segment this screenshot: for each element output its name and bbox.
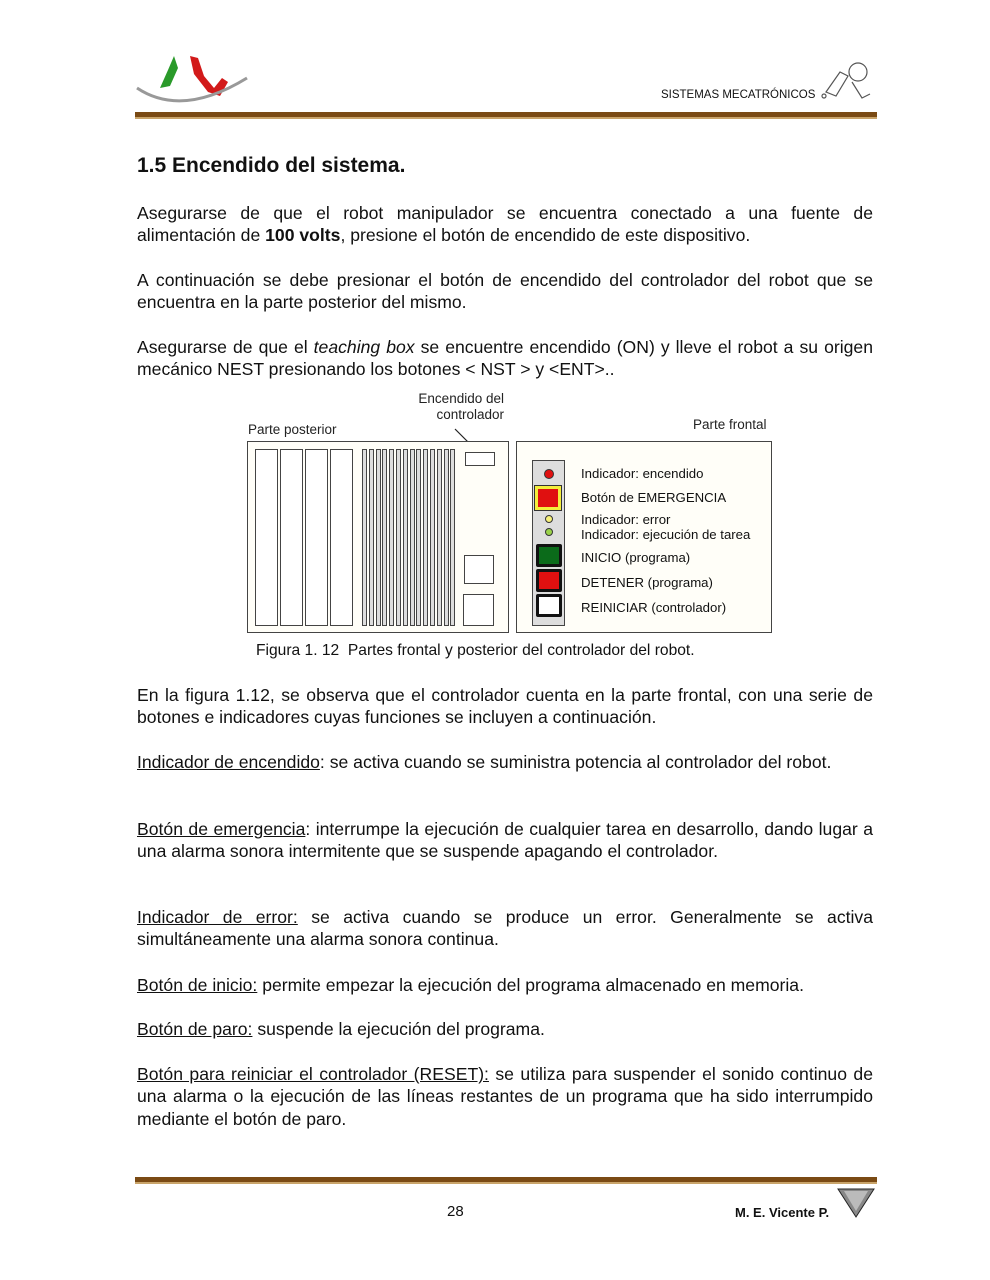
vent-slot <box>410 449 415 626</box>
section-heading: 1.5 Encendido del sistema. <box>137 154 406 177</box>
task-led <box>545 528 553 536</box>
connector <box>463 594 494 626</box>
rear-panel <box>247 441 509 633</box>
text: Asegurarse de que el <box>137 337 314 357</box>
header-rule <box>135 112 877 119</box>
term: Indicador de encendido <box>137 752 320 772</box>
paragraph: A continuación se debe presionar el botón de encendido del controlador del robot que se encuentra en la parte posterior del mismo. <box>137 270 873 313</box>
paragraph <box>137 202 873 247</box>
vent-slot <box>450 449 455 626</box>
institution-logo <box>132 48 250 108</box>
item-label: Indicador: ejecución de tarea <box>581 527 751 542</box>
paragraph: En la figura 1.12, se observa que el controlador cuenta en la parte frontal, con una serie de botones e indicadores cuyas funciones se incluyen a continuación. <box>137 685 873 728</box>
vent-slot <box>403 449 408 626</box>
item-label: REINICIAR (controlador) <box>581 600 727 615</box>
term: Botón para reiniciar el controlador (RESET): <box>137 1064 489 1084</box>
vent-slot <box>423 449 428 626</box>
term: Botón de inicio: <box>137 975 258 995</box>
header-title: SISTEMAS MECATRÓNICOS <box>661 89 816 101</box>
text: permite empezar la ejecución del programa almacenado en memoria. <box>257 975 804 995</box>
error-led <box>545 515 553 523</box>
vent-slot <box>382 449 387 626</box>
page-number: 28 <box>447 1203 464 1220</box>
item-label: INICIO (programa) <box>581 550 691 565</box>
footer-rule <box>135 1177 877 1184</box>
term: teaching box <box>313 337 415 357</box>
author-logo-icon <box>836 1187 876 1224</box>
start-button <box>536 544 562 567</box>
emergency-button <box>535 486 561 510</box>
reset-button <box>536 594 562 617</box>
power-switch <box>465 452 495 466</box>
definition <box>137 818 873 863</box>
text: se encuentre encendido (ON) y lleve el robot a su origen mecánico NEST presionando los botones < NST > y <ENT>.. <box>137 337 873 380</box>
vent-slot <box>416 449 421 626</box>
label-rear: Parte posterior <box>248 422 337 437</box>
item-label: Botón de EMERGENCIA <box>581 490 727 505</box>
vent-slot <box>444 449 449 626</box>
term: Botón de paro: <box>137 1019 253 1039</box>
text: : interrumpe la ejecución de cualquier tarea en desarrollo, dando lugar a una alarma sonora intermitente que se suspende apagando el controlador. <box>137 819 873 862</box>
term: Botón de emergencia <box>137 819 306 839</box>
definition <box>137 751 873 773</box>
stop-button <box>536 569 562 592</box>
paragraph <box>137 336 873 381</box>
text: suspende la ejecución del programa. <box>252 1019 545 1039</box>
label-front: Parte frontal <box>693 417 767 432</box>
text: Asegurarse de que el robot manipulador se encuentra conectado a una fuente de alimentación de <box>137 203 873 246</box>
author: M. E. Vicente P. <box>735 1205 830 1220</box>
item-label: Indicador: encendido <box>581 466 704 481</box>
text: se activa cuando se produce un error. Generalmente se activa simultáneamente una alarma sonora continua. <box>137 907 873 950</box>
robot-arm-icon <box>818 58 876 100</box>
vent-slot <box>437 449 442 626</box>
power-led <box>544 469 554 479</box>
connector <box>464 555 494 584</box>
vent-slot <box>376 449 381 626</box>
front-panel <box>516 441 772 633</box>
vent-slot <box>362 449 367 626</box>
text: se utiliza para suspender el sonido continuo de una alarma o la ejecución de las líneas restantes de un programa que ha sido interrumpido mediante el botón de paro. <box>137 1064 873 1129</box>
text: , presione el botón de encendido de este dispositivo. <box>340 225 751 246</box>
text: : se activa cuando se suministra potencia al controlador del robot. <box>319 752 832 772</box>
voltage-value: 100 volts <box>265 225 341 246</box>
vent-slot <box>396 449 401 626</box>
vent-slot <box>430 449 435 626</box>
figure-caption: Figura 1. 12 Partes frontal y posterior del controlador del robot. <box>256 642 695 659</box>
vent-slot <box>389 449 394 626</box>
definition <box>137 974 873 996</box>
term: Indicador de error: <box>137 907 298 927</box>
item-label: DETENER (programa) <box>581 575 713 590</box>
item-label: Indicador: error <box>581 512 671 527</box>
label-power: Encendido del controlador <box>418 391 504 422</box>
definition <box>137 1018 873 1040</box>
definition <box>137 906 873 951</box>
definition <box>137 1063 873 1130</box>
vent-slot <box>369 449 374 626</box>
